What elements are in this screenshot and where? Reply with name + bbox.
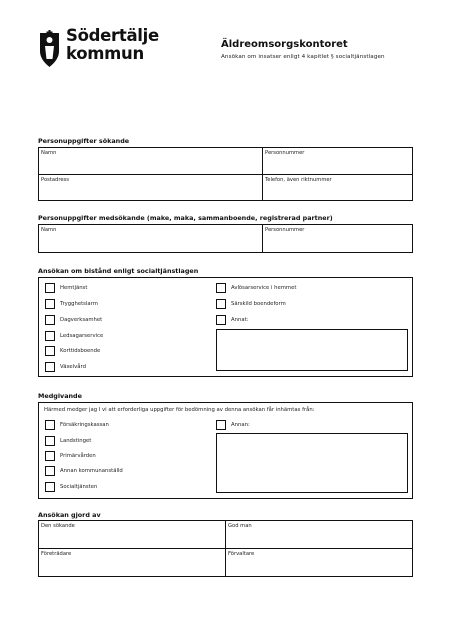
field-label: Den sökande — [41, 523, 75, 529]
checkbox-label: Ledsagarservice — [60, 333, 104, 339]
checkbox-label: Korttidsboende — [60, 348, 101, 354]
checkbox-annat[interactable] — [216, 315, 226, 325]
section-title-applicant: Personuppgifter sökande — [38, 137, 130, 145]
checkbox-annan-kommunanstalld[interactable] — [45, 466, 55, 476]
checkbox-label: Primärvården — [60, 453, 96, 459]
checkbox-label: Dagverksamhet — [60, 317, 103, 323]
field-label: Namn — [41, 150, 57, 156]
checkbox-label: Socialtjänsten — [60, 484, 98, 490]
field-label: Förvaltare — [228, 551, 255, 557]
logo-line2: kommun — [66, 44, 144, 63]
checkbox-landstinget[interactable] — [45, 436, 55, 446]
field-label: Personnummer — [265, 150, 305, 156]
checkbox-dagverksamhet[interactable] — [45, 315, 55, 325]
checkbox-forsakringskassan[interactable] — [45, 420, 55, 430]
field-label: Namn — [41, 227, 57, 233]
madeby-trustee-field[interactable] — [225, 520, 413, 548]
coat-of-arms-icon — [38, 29, 61, 68]
applicant-phone-field[interactable] — [262, 174, 413, 201]
checkbox-avlosarservice[interactable] — [216, 283, 226, 293]
page-title: Äldreomsorgskontoret — [221, 39, 348, 50]
logo-line1: Södertälje — [66, 26, 159, 45]
applicant-name-field[interactable] — [38, 147, 262, 174]
logo-wordmark — [66, 27, 159, 63]
field-label: God man — [228, 523, 252, 529]
checkbox-label: Annan: — [231, 422, 250, 428]
page-subtitle: Ansökan om insatser enligt 4 kapitlet § socialtjänstlagen — [221, 54, 385, 60]
annan-textarea[interactable] — [216, 433, 408, 493]
checkbox-label: Försäkringskassan — [60, 422, 109, 428]
coapplicant-pnr-field[interactable] — [262, 224, 413, 253]
section-title-assistance: Ansökan om bistånd enligt socialtjänstlagen — [38, 267, 199, 275]
applicant-pnr-field[interactable] — [262, 147, 413, 174]
checkbox-trygghetslarm[interactable] — [45, 299, 55, 309]
checkbox-label: Annat: — [231, 317, 249, 323]
checkbox-sarskild-boendeform[interactable] — [216, 299, 226, 309]
section-title-coapplicant: Personuppgifter medsökande (make, maka, sammanboende, registrerad partner) — [38, 214, 333, 222]
checkbox-hemtjanst[interactable] — [45, 283, 55, 293]
section-title-madeby: Ansökan gjord av — [38, 511, 101, 519]
madeby-applicant-field[interactable] — [38, 520, 225, 548]
checkbox-label: Annan kommunanställd — [60, 468, 123, 474]
checkbox-ledsagarservice[interactable] — [45, 331, 55, 341]
checkbox-korttidsboende[interactable] — [45, 346, 55, 356]
madeby-representative-field[interactable] — [38, 548, 225, 577]
field-label: Företrädare — [41, 551, 72, 557]
checkbox-primarvarden[interactable] — [45, 451, 55, 461]
checkbox-annan[interactable] — [216, 420, 226, 430]
checkbox-label: Landstinget — [60, 438, 92, 444]
field-label: Telefon, även riktnummer — [265, 177, 332, 183]
checkbox-socialtjansten[interactable] — [45, 482, 55, 492]
checkbox-label: Särskild boendeform — [231, 301, 286, 307]
consent-text: Härmed medger jag I vi att erforderliga uppgifter för bedömning av denna ansökan får inhämtas från: — [44, 407, 315, 413]
checkbox-label: Hemtjänst — [60, 285, 88, 291]
field-label: Postadress — [41, 177, 69, 183]
madeby-guardian-field[interactable] — [225, 548, 413, 577]
annat-textarea[interactable] — [216, 329, 408, 371]
checkbox-label: Växelvård — [60, 364, 86, 370]
field-label: Personnummer — [265, 227, 305, 233]
section-title-consent: Medgivande — [38, 392, 82, 400]
applicant-address-field[interactable] — [38, 174, 262, 201]
coapplicant-name-field[interactable] — [38, 224, 262, 253]
checkbox-vaxelvard[interactable] — [45, 362, 55, 372]
checkbox-label: Avlösarservice i hemmet — [231, 285, 297, 291]
checkbox-label: Trygghetslarm — [60, 301, 98, 307]
